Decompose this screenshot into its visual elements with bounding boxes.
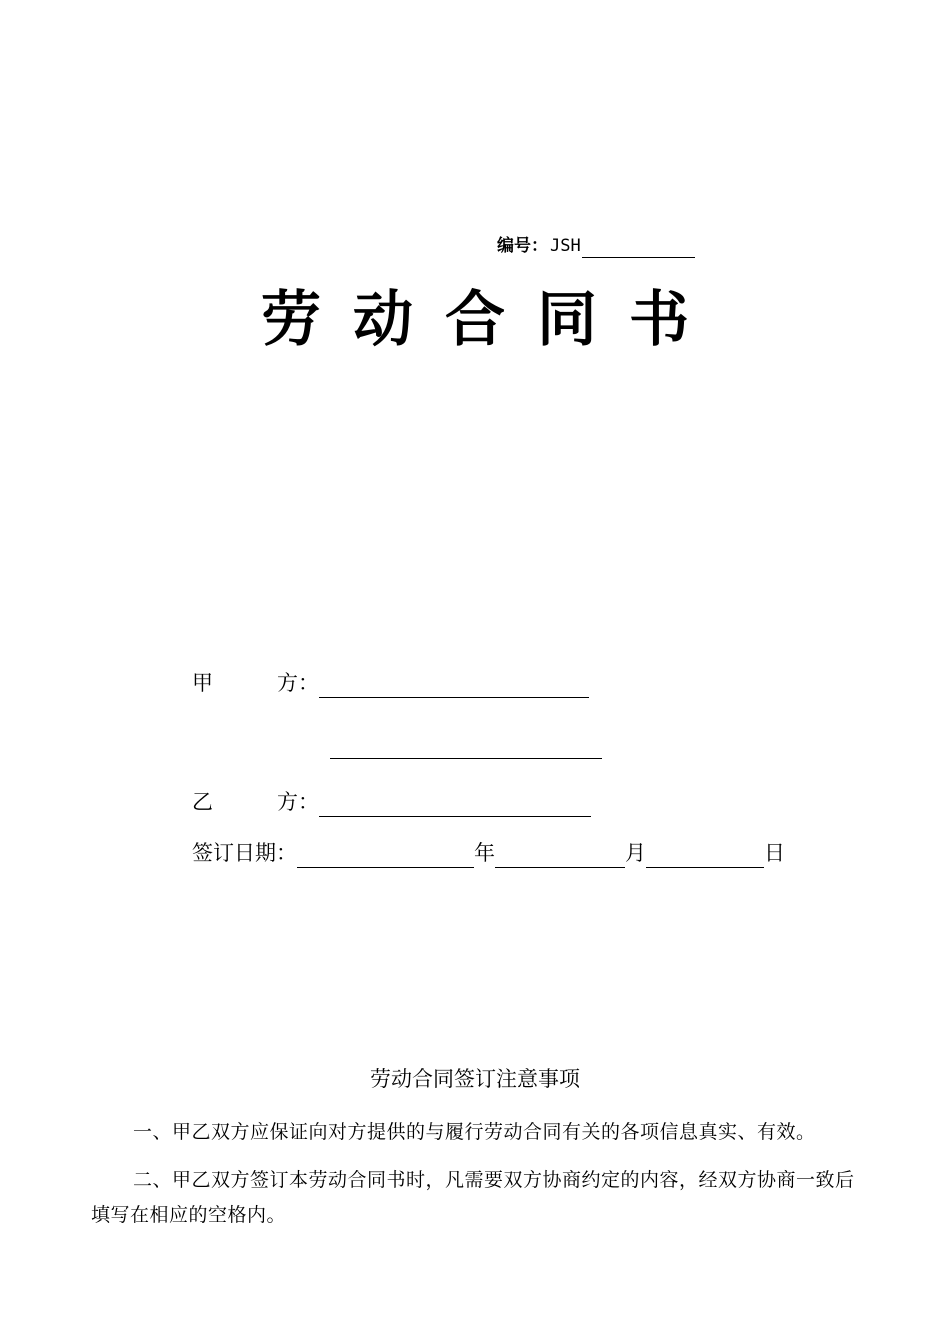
party-a-field[interactable] <box>319 673 589 698</box>
day-label: 日 <box>764 841 785 865</box>
month-label: 月 <box>625 841 646 865</box>
sign-date-row <box>192 838 785 868</box>
party-b-label-char: 乙 <box>192 790 213 814</box>
sign-year-field[interactable] <box>297 843 474 868</box>
notice-item-2: 二、甲乙双方签订本劳动合同书时，凡需要双方协商约定的内容，经双方协商一致后填写在相应的空格内。 <box>91 1169 855 1226</box>
contract-number-label: 编号： <box>497 236 548 256</box>
notice-title: 劳动合同签订注意事项 <box>370 1067 580 1091</box>
contract-number-field[interactable] <box>582 239 695 258</box>
party-a-row <box>192 668 589 698</box>
party-b-row <box>192 787 591 817</box>
sign-month-field[interactable] <box>495 843 625 868</box>
party-a-label-char: 甲 <box>192 671 213 695</box>
contract-number <box>497 234 695 258</box>
party-b-label: 方： <box>277 790 319 814</box>
year-label: 年 <box>474 841 495 865</box>
notice-item-1: 一、甲乙双方应保证向对方提供的与履行劳动合同有关的各项信息真实、有效。 <box>133 1121 816 1143</box>
contract-number-prefix: JSH <box>550 236 581 256</box>
sign-date-label: 签订日期： <box>192 841 297 865</box>
party-a-label: 方： <box>277 671 319 695</box>
party-b-field[interactable] <box>319 792 591 817</box>
sign-day-field[interactable] <box>646 843 764 868</box>
document-title: 劳动合同书 <box>261 285 721 355</box>
party-a-extra-field[interactable] <box>330 734 602 759</box>
